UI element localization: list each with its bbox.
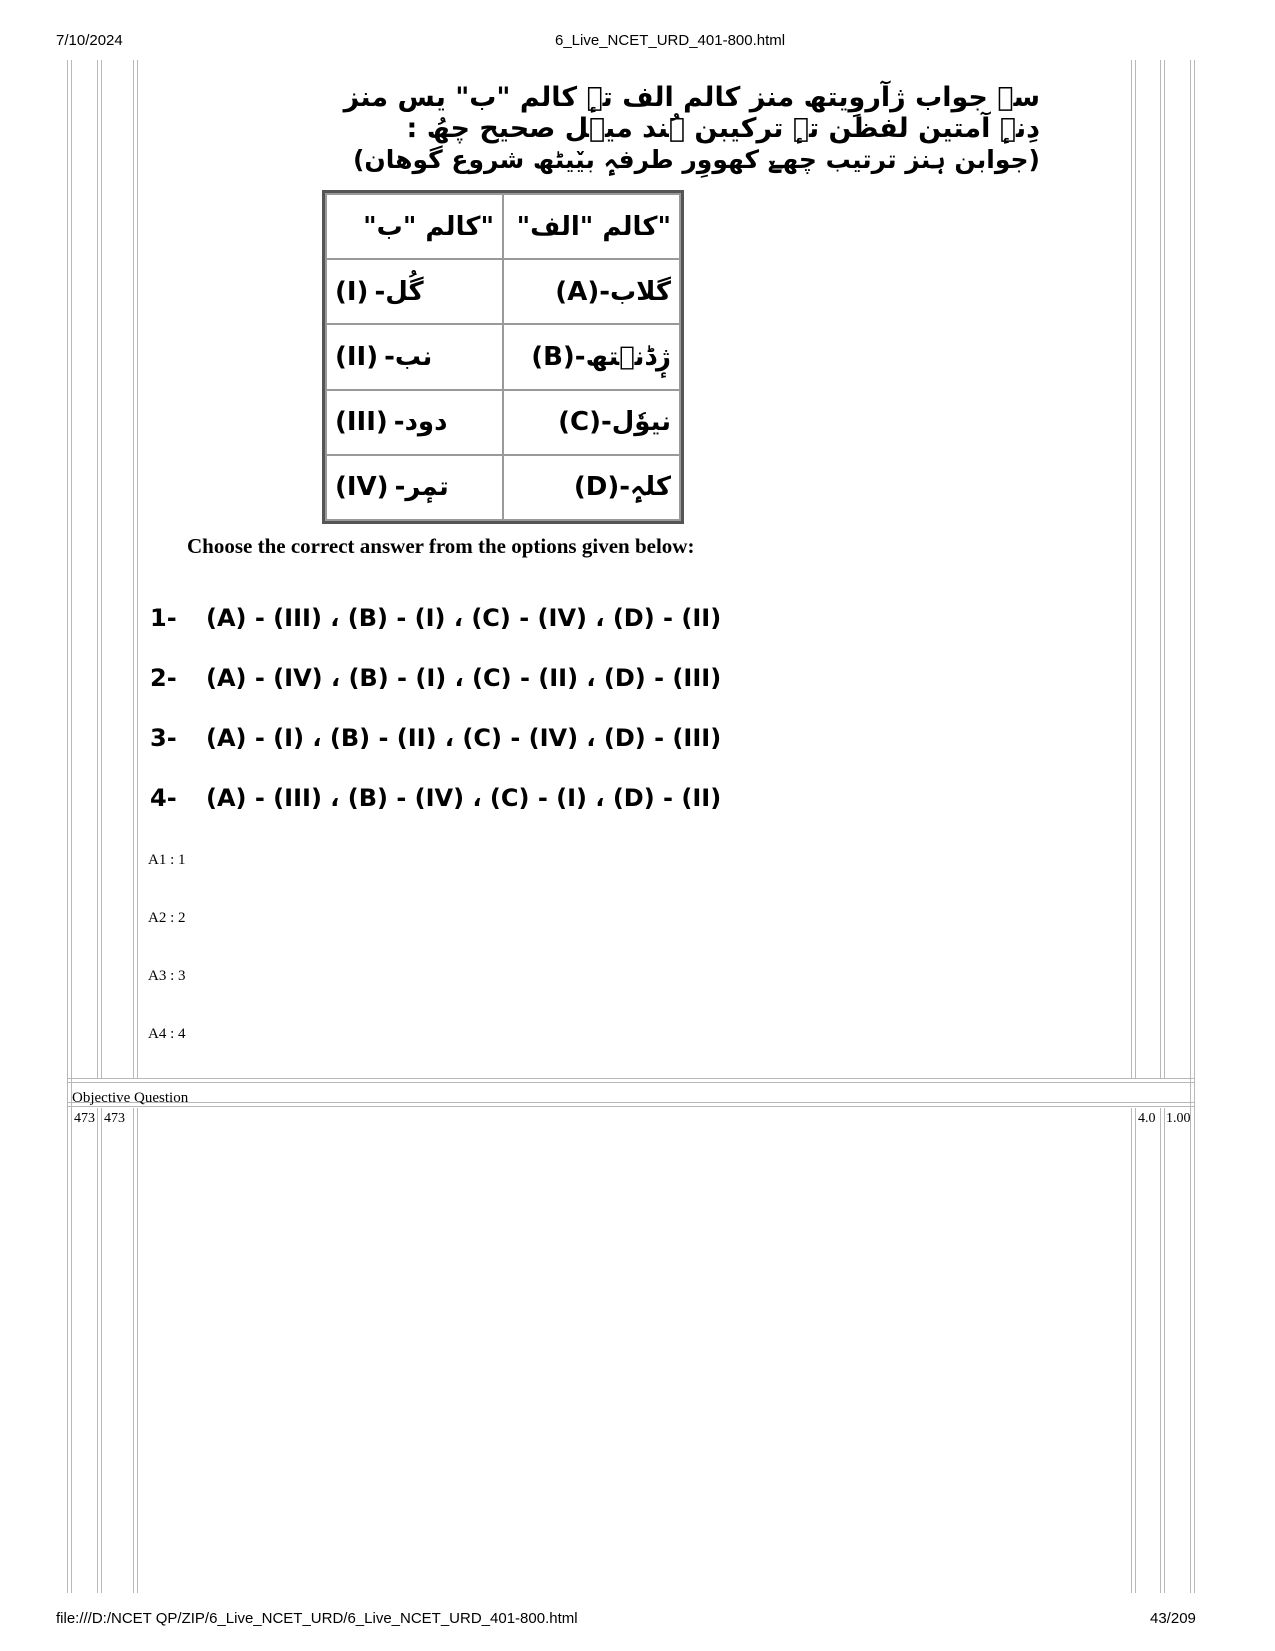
column-b-cell: (III) -دود — [326, 390, 503, 455]
match-table — [322, 190, 684, 524]
match-table-header — [326, 194, 680, 259]
column-a-cell: کلہٕ-(D) — [503, 455, 680, 520]
option-2: 2- (A) - (IV) ، (B) - (I) ، (C) - (II) ، (D) - (III) — [150, 664, 722, 692]
choose-instruction: Choose the correct answer from the options given below: — [187, 534, 695, 558]
column-a-cell: ژٕڈنٛتھ-(B) — [503, 324, 680, 389]
answer-key: A3 : 3 — [148, 968, 186, 984]
table-row — [326, 324, 680, 389]
question-note: (جوابن ہنز ترتیب چھےٚ کھووِر طرفہٕ بیٚیٹھ شروع گوھان) — [353, 145, 1040, 174]
answer-key: A2 : 2 — [148, 910, 186, 926]
option-3: 3- (A) - (I) ، (B) - (II) ، (C) - (IV) ، (D) - (III) — [150, 724, 722, 752]
answer-key: A1 : 1 — [148, 852, 186, 868]
column-b-cell: (I) -گُل — [326, 259, 503, 324]
column-a-header: "کالم "الف" — [503, 194, 680, 259]
option-1: 1- (A) - (III) ، (B) - (I) ، (C) - (IV) ، (D) - (II) — [150, 604, 722, 632]
column-a-cell: گلاب-(A) — [503, 259, 680, 324]
question-type: Objective Question — [72, 1090, 189, 1106]
question-instruction: سہ جواب ژآروِیتھ منز کالم الف تہٕ کالم "ب" یس منز دِنہٕ آمتین لفظن تہٕ ترکیبن ہُند میٖل صحیح چھُ : — [343, 82, 1040, 144]
column-a-cell: نیوٗل-(C) — [503, 390, 680, 455]
option-4: 4- (A) - (III) ، (B) - (IV) ، (C) - (I) ، (D) - (II) — [150, 784, 722, 812]
question-id: 473 — [104, 1111, 125, 1126]
print-date: 7/10/2024 — [56, 32, 123, 49]
table-row — [326, 259, 680, 324]
column-b-cell: (II) -نب — [326, 324, 503, 389]
column-b-cell: (IV) -تمٕر — [326, 455, 503, 520]
table-row — [326, 455, 680, 520]
print-title: 6_Live_NCET_URD_401-800.html — [555, 32, 786, 49]
serial-number: 473 — [74, 1111, 95, 1126]
column-b-header: "کالم "ب" — [326, 194, 503, 259]
answer-key: A4 : 4 — [148, 1026, 186, 1042]
negative-marks-value: 1.00 — [1166, 1111, 1191, 1126]
page-number: 43/209 — [1150, 1610, 1196, 1627]
table-row — [326, 390, 680, 455]
print-file-path: file:///D:/NCET QP/ZIP/6_Live_NCET_URD/6_Live_NCET_URD_401-800.html — [56, 1610, 578, 1627]
marks-value: 4.0 — [1138, 1111, 1156, 1126]
